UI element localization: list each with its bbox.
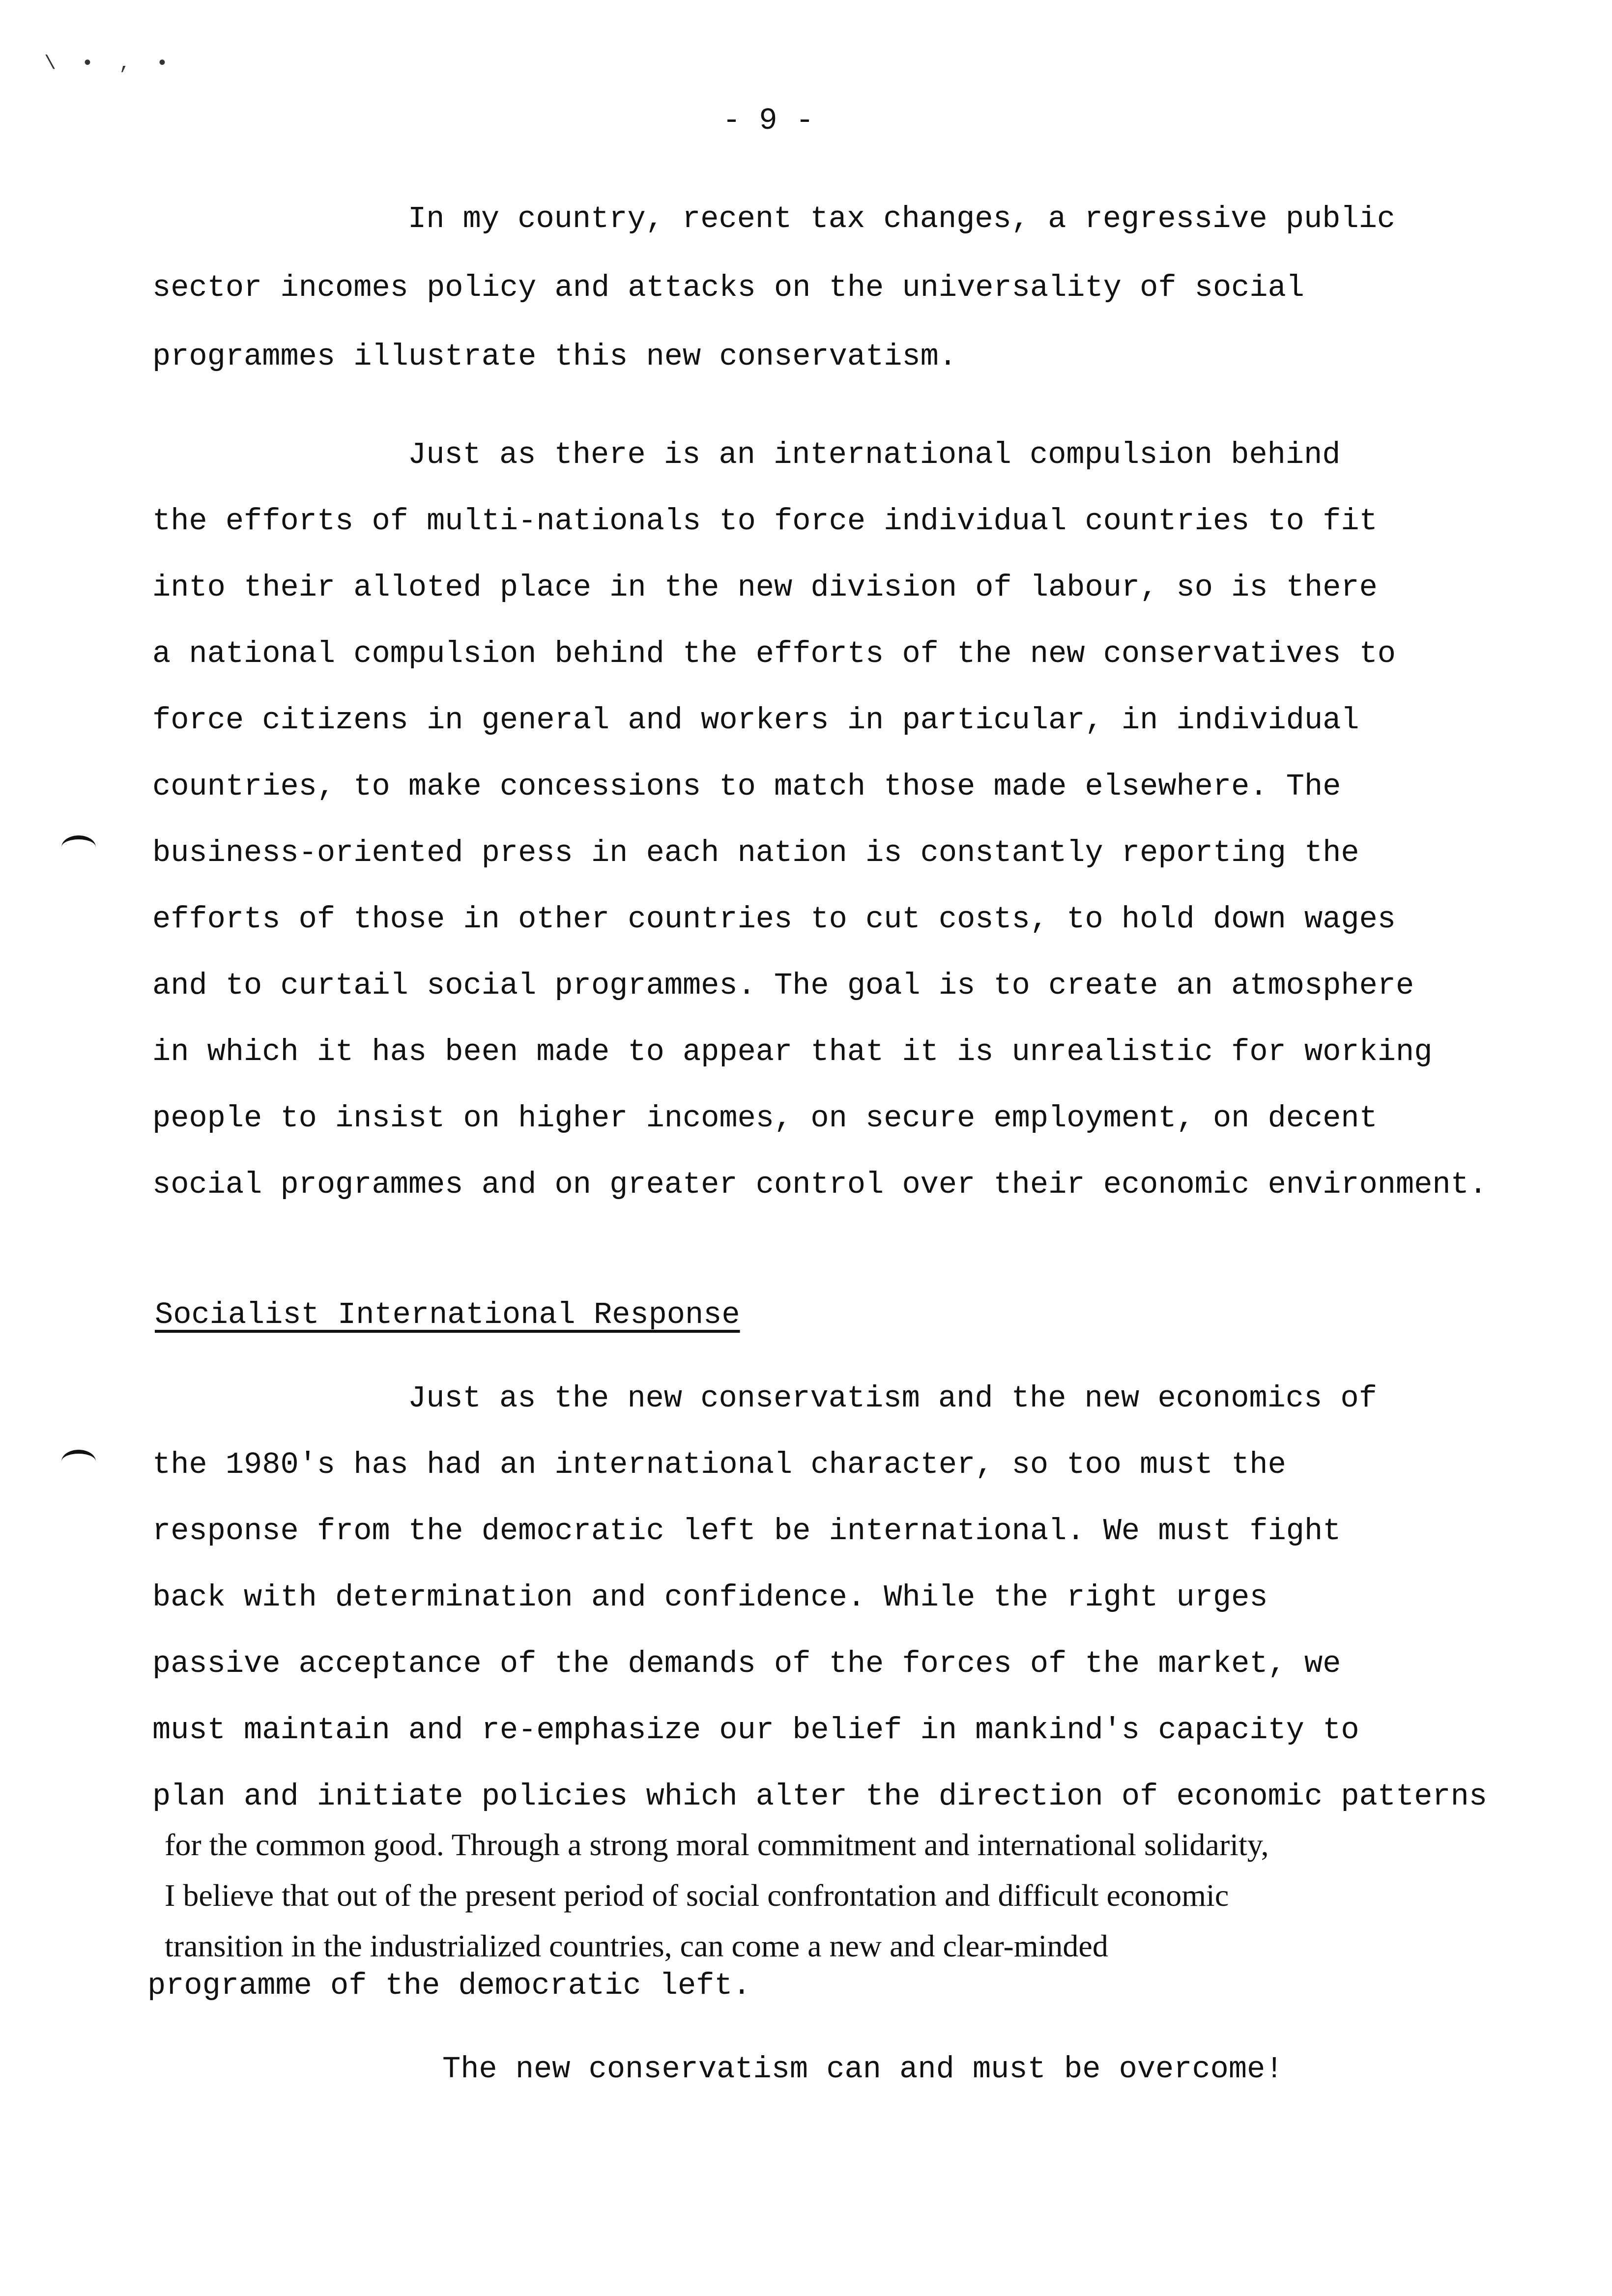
text-line: the efforts of multi-nationals to force individual countries to fit [152,504,1378,539]
text-line: back with determination and confidence. While the right urges [152,1580,1268,1615]
inserted-text-line: for the common good. Through a strong moral commitment and international solidarity, [165,1827,1269,1862]
text-line: response from the democratic left be international. We must fight [152,1514,1341,1549]
text-line: programmes illustrate this new conservatism. [152,339,957,374]
text-line: Just as the new conservatism and the new economics of [408,1381,1377,1416]
text-line: efforts of those in other countries to cut costs, to hold down wages [152,902,1396,937]
corner-mark: \ • , • [44,53,175,75]
margin-bracket-mark [61,835,96,859]
text-line: passive acceptance of the demands of the forces of the market, we [152,1646,1341,1681]
text-line: people to insist on higher incomes, on secure employment, on decent [152,1101,1378,1136]
page-number: - 9 - [722,103,814,138]
text-line: programme of the democratic left. [147,1968,751,2003]
margin-bracket-mark [61,1450,96,1473]
inserted-text-line: transition in the industrialized countries, can come a new and clear-minded [165,1928,1108,1963]
text-line: social programmes and on greater control over their economic environment. [152,1167,1488,1202]
text-line: force citizens in general and workers in particular, in individual [152,703,1359,738]
text-line: Just as there is an international compulsion behind [408,437,1341,472]
text-line: business-oriented press in each nation is constantly reporting the [152,835,1359,870]
inserted-text-line: I believe that out of the present period of social confrontation and difficult economic [165,1878,1229,1913]
text-line: the 1980's has had an international character, so too must the [152,1447,1286,1482]
closing-statement: The new conservatism can and must be overcome! [442,2052,1284,2087]
text-line: must maintain and re-emphasize our belief in mankind's capacity to [152,1713,1359,1748]
text-line: and to curtail social programmes. The goal is to create an atmosphere [152,968,1414,1003]
text-line: a national compulsion behind the efforts of the new conservatives to [152,636,1396,671]
text-line: into their alloted place in the new division of labour, so is there [152,570,1378,605]
text-line: countries, to make concessions to match those made elsewhere. The [152,769,1341,804]
text-line: in which it has been made to appear that it is unrealistic for working [152,1034,1433,1069]
text-line: plan and initiate policies which alter the direction of economic patterns [152,1779,1488,1814]
section-heading: Socialist International Response [155,1297,740,1332]
text-line: sector incomes policy and attacks on the universality of social [152,270,1304,305]
text-line: In my country, recent tax changes, a regressive public [408,201,1396,236]
